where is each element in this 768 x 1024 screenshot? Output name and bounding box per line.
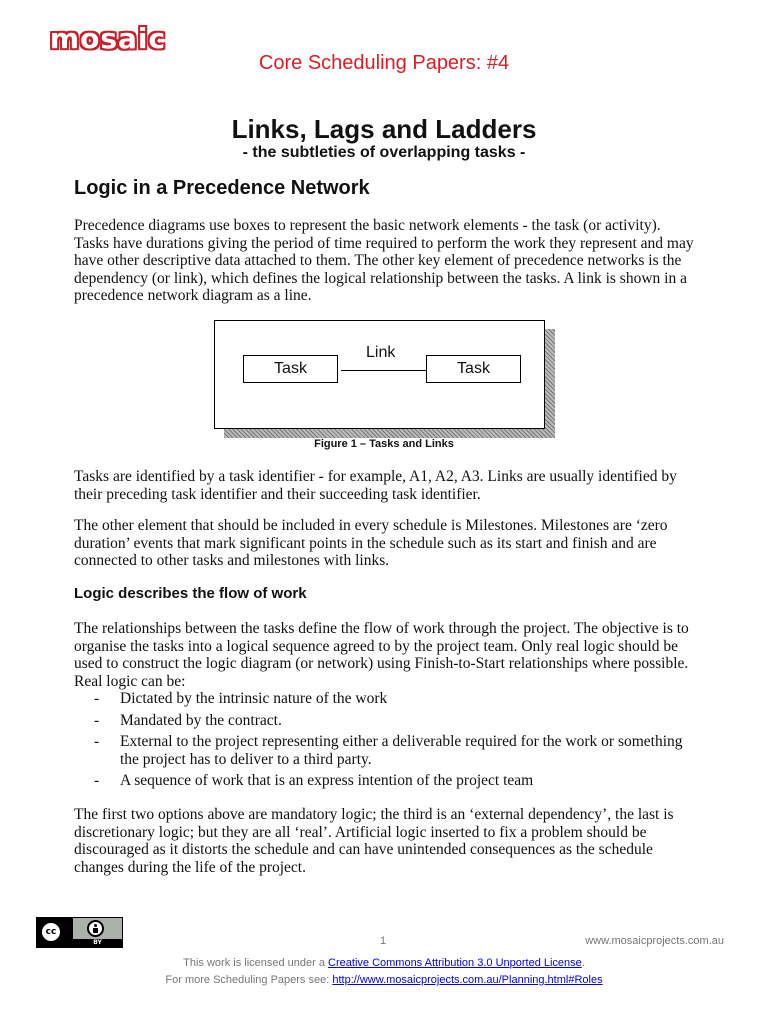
license-link[interactable]: Creative Commons Attribution 3.0 Unported License: [328, 957, 582, 969]
section-heading-logic: Logic in a Precedence Network: [74, 177, 370, 199]
license-line: [0, 957, 768, 969]
bullet-text: Dictated by the intrinsic nature of the work: [120, 690, 388, 707]
by-label: BY: [73, 939, 122, 947]
logic-bullet-list: [74, 690, 698, 794]
paragraph-relationships: The relationships between the tasks define the flow of work through the project. The objective is to organise the tasks into a logical sequence agreed to by the project team. Only real logic should be used to construct the logic diagram (or network) using Finish-to-Start relationships where possible. Real logic can be:: [74, 620, 689, 690]
bullet-text: External to the project representing either a deliverable required for the work or something the project has to deliver to a third party.: [120, 733, 683, 768]
task-box-right: Task: [426, 355, 521, 383]
paragraph-milestones: The other element that should be included in every schedule is Milestones. Milestones are ‘zero duration’ events that mark significant points in the schedule such as its start and finish and are connected to other tasks and milestones with links.: [74, 517, 668, 569]
bullet-dash: -: [94, 733, 100, 750]
more-prefix: For more Scheduling Papers see:: [165, 974, 333, 986]
more-papers-line: [0, 974, 768, 986]
more-papers-link[interactable]: http://www.mosaicprojects.com.au/Planning.html#Roles: [332, 974, 603, 986]
list-item: [74, 772, 698, 790]
bullet-text: A sequence of work that is an express intention of the project team: [120, 772, 534, 789]
license-suffix: .: [581, 957, 585, 969]
paragraph-identifiers: Tasks are identified by a task identifier - for example, A1, A2, A3. Links are usually identified by their preceding task identifier and their succeeding task identifier.: [74, 468, 677, 503]
footer-site: www.mosaicprojects.com.au: [585, 935, 724, 947]
cc-badge-left: [37, 918, 73, 947]
page-subtitle: - the subtleties of overlapping tasks -: [242, 144, 526, 161]
license-prefix: This work is licensed under a: [183, 957, 329, 969]
task-box-left: Task: [243, 355, 338, 383]
page-title: Links, Lags and Ladders: [231, 114, 537, 144]
bullet-text: Mandated by the contract.: [120, 711, 282, 729]
mosaic-logo: [26, 22, 190, 55]
section-heading-flow: Logic describes the flow of work: [74, 585, 307, 602]
page-number: 1: [380, 935, 387, 947]
paragraph-options: The first two options above are mandatory logic; the third is an ‘external dependency’, the last is discretionary logic; but they are all ‘real’. Artificial logic inserted to fix a problem should be discouraged as it distorts the schedule and can have unintended consequences as the schedule changes during the life of the project.: [74, 806, 674, 876]
bullet-dash: -: [94, 690, 100, 707]
bullet-dash: -: [94, 711, 100, 729]
logo-text: mosaic: [49, 22, 167, 55]
series-label: Core Scheduling Papers: #4: [258, 52, 510, 74]
paragraph-precedence: Precedence diagrams use boxes to represent the basic network elements - the task (or activity). Tasks have durations giving the period of time required to perform the work they represent and may have other descriptive data attached to them. The other key element of precedence networks is the dependency (or link), which defines the logical relationship between the tasks. A link is shown in a precedence network diagram as a line.: [74, 217, 694, 304]
list-item: [74, 712, 698, 730]
list-item: [74, 733, 698, 768]
figure-caption: Figure 1 – Tasks and Links: [314, 438, 454, 450]
list-item: [74, 690, 698, 708]
cc-icon: cc: [40, 921, 62, 943]
link-label: Link: [366, 344, 396, 361]
bullet-dash: -: [94, 772, 100, 789]
cc-license-badge[interactable]: [36, 917, 123, 948]
attribution-person-icon: [87, 920, 104, 937]
link-line: [341, 370, 427, 371]
